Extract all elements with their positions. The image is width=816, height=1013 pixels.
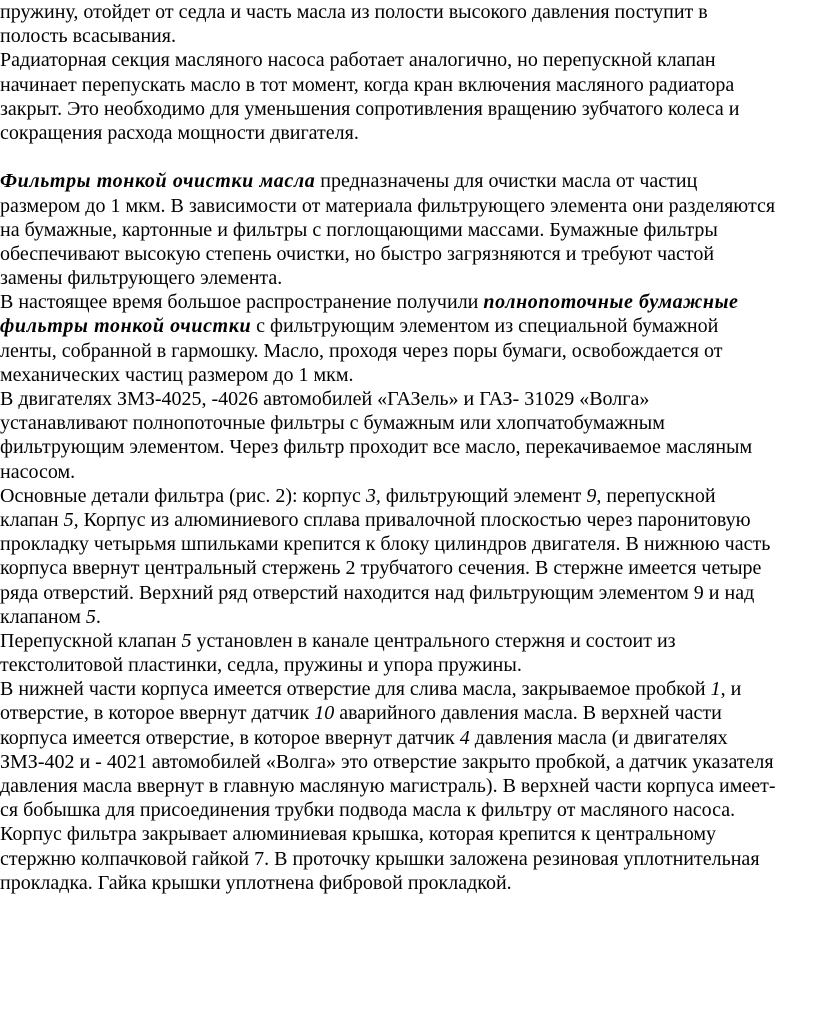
text-line xyxy=(0,726,816,750)
text-line: устанавливают полнопоточные фильтры с бумажным или хлопчатобумажным xyxy=(0,412,665,435)
text-line: ЗМЗ-402 и - 4021 автомобилей «Волга» это отверстие закрыто пробкой, а датчик указателя xyxy=(0,750,774,773)
text-line xyxy=(0,629,816,653)
text-line: ряда отверстий. Верхний ряд отверстий находится над фильтрующим элементом 9 и над xyxy=(0,581,755,604)
part-number: 3, xyxy=(365,484,381,507)
text-span: Основные детали фильтра (рис. 2): корпус xyxy=(0,484,366,507)
text-line: фильтрующим элементом. Через фильтр проходит все масло, перекачиваемое масляным xyxy=(0,436,753,459)
text-span: предназначены для очистки масла от частиц xyxy=(315,170,698,193)
text-span: давления масла (и двигателях xyxy=(469,726,728,749)
text-span: , перепускной xyxy=(596,484,716,507)
term-emphasis: фильтры тонкой очистки xyxy=(0,315,252,338)
text-span: Корпус из алюминиевого сплава привалочной плоскостью через паронитовую xyxy=(78,508,751,531)
part-number: 5 xyxy=(85,605,96,628)
text-line: стержню колпачковой гайкой 7. В проточку крышки заложена резиновая уплотнительная xyxy=(0,847,760,870)
part-number: 10 xyxy=(314,702,335,725)
text-line: закрыт. Это необходимо для уменьшения сопротивления вращению зубчатого колеса и xyxy=(0,97,740,120)
part-number: 1 xyxy=(710,678,721,701)
text-line: Радиаторная секция масляного насоса работает аналогично, но перепускной клапан xyxy=(0,49,716,72)
text-line: механических частиц размером до 1 мкм. xyxy=(0,363,354,386)
text-line: давления масла ввернут в главную масляную магистраль). В верхней части корпуса имеет- xyxy=(0,775,776,797)
part-number: 5 xyxy=(181,629,192,652)
text-line xyxy=(0,169,816,193)
text-span: , и xyxy=(720,678,742,701)
text-span: клапан xyxy=(0,508,64,531)
part-number: 9 xyxy=(586,484,597,507)
text-span: корпуса имеется отверстие, в которое ввернут датчик xyxy=(0,726,460,749)
text-span: отверстие, в которое ввернут датчик xyxy=(0,702,315,725)
part-number: 4 xyxy=(459,726,470,749)
text-line: начинает перепускать масло в тот момент, когда кран включения масляного радиатора xyxy=(0,73,735,96)
term-emphasis: Фильтры тонкой очистки масла xyxy=(0,170,316,193)
text-line xyxy=(0,677,816,701)
text-line: пружину, отойдет от седла и часть масла из полости высокого давления поступит в xyxy=(0,1,708,23)
text-span: В нижней части корпуса имеется отверстие для слива масла, закрываемое пробкой xyxy=(0,678,711,701)
text-line xyxy=(0,484,816,508)
text-span: аварийного давления масла. В верхней части xyxy=(334,702,722,725)
term-emphasis: полнопоточные бумажные xyxy=(483,291,739,314)
text-line xyxy=(0,314,816,338)
text-line: размером до 1 мкм. В зависимости от материала фильтрующего элемента они разделяются xyxy=(0,194,776,217)
text-line: сокращения расхода мощности двигателя. xyxy=(0,121,359,144)
part-number: 5, xyxy=(63,508,79,531)
text-span: В настоящее время большое распространение получили xyxy=(0,291,484,314)
text-line: на бумажные, картонные и фильтры с поглощающими массами. Бумажные фильтры xyxy=(0,218,718,241)
text-line: Корпус фильтра закрывает алюминиевая крышка, которая крепится к центральному xyxy=(0,823,717,846)
text-line: корпуса ввернут центральный стержень 2 трубчатого сечения. В стержне имеется четыре xyxy=(0,557,762,580)
text-line: полость всасывания. xyxy=(0,25,176,48)
text-line xyxy=(0,605,816,629)
text-span: клапаном xyxy=(0,605,86,628)
text-line xyxy=(0,290,816,314)
text-span: фильтрующий элемент xyxy=(380,484,587,507)
text-line: В двигателях ЗМЗ-4025, -4026 автомобилей «ГАЗель» и ГАЗ- 31029 «Волга» xyxy=(0,388,650,410)
text-line: насосом. xyxy=(0,460,76,483)
text-span: . xyxy=(95,605,101,628)
paragraph-gap xyxy=(0,145,816,169)
text-line xyxy=(0,701,816,725)
text-line: прокладка. Гайка крышки уплотнена фибровой прокладкой. xyxy=(0,871,512,894)
text-span: с фильтрующим элементом из специальной бумажной xyxy=(251,315,719,338)
text-line: ся бобышка для присоединения трубки подвода масла к фильтру от масляного насоса. xyxy=(0,799,736,822)
text-line: обеспечивают высокую степень очистки, но быстро загрязняются и требуют частой xyxy=(0,242,715,265)
text-span: Перепускной клапан xyxy=(0,629,182,652)
text-line: текстолитовой пластинки, седла, пружины и упора пружины. xyxy=(0,654,522,677)
text-line: замены фильтрующего элемента. xyxy=(0,267,283,290)
text-line xyxy=(0,508,816,532)
text-line: прокладку четырьмя шпильками крепится к блоку цилиндров двигателя. В нижнюю часть xyxy=(0,533,771,556)
text-span: установлен в канале центрального стержня и состоит из xyxy=(191,629,676,652)
text-line: ленты, собранной в гармошку. Масло, проходя через поры бумаги, освобождается от xyxy=(0,339,723,362)
